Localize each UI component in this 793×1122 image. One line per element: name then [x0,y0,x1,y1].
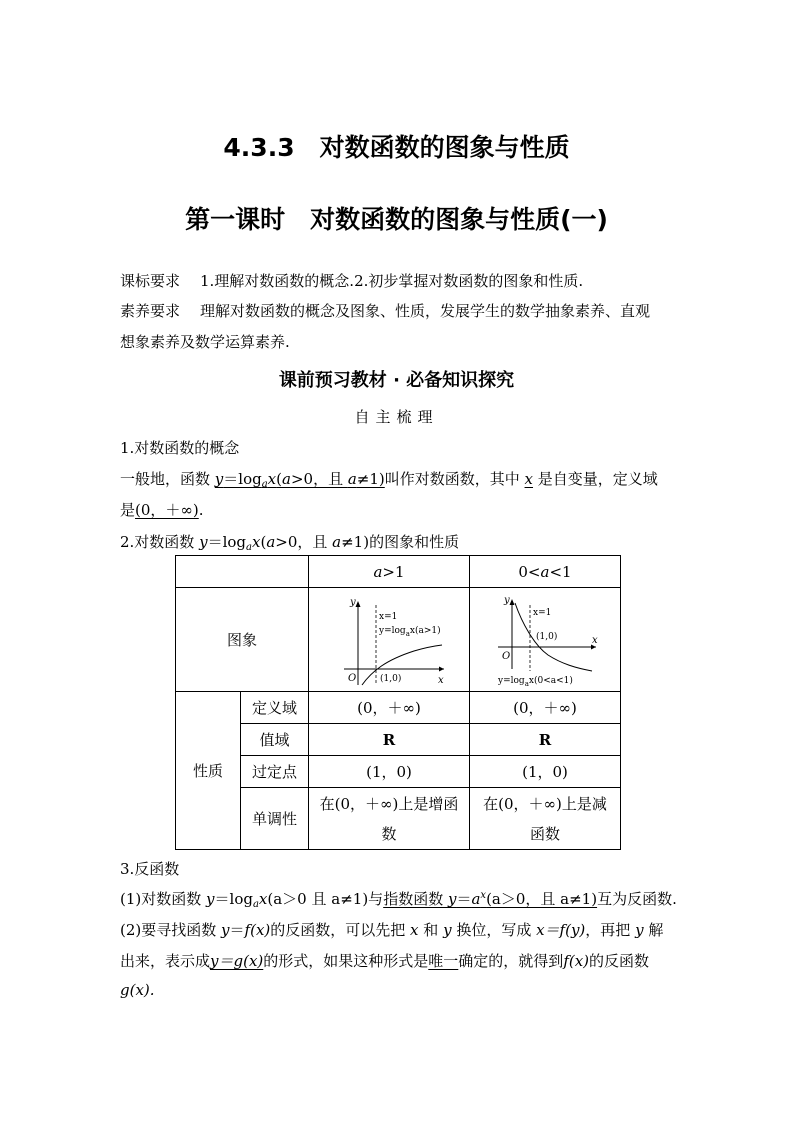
text: ( [260,533,267,551]
text: (a＞0，且 a≠1) [486,890,598,908]
var-a: a [332,533,342,551]
s3-heading: 3.反函数 [120,860,180,878]
text: 一般地，函数 [120,470,215,488]
var-x: x [267,470,277,488]
var-a: a [261,479,268,490]
text: >0，且 [290,470,348,488]
curve-label [497,675,573,687]
lesson-title: 第一课时 对数函数的图象与性质(一) [185,205,608,234]
text: 换位，写成 [451,921,537,939]
text: 和 [418,921,444,939]
text: 的形式，如果这种形式是 [263,952,429,970]
domain-answer: (0，＋∞) [135,501,199,519]
var-x: x [251,533,261,551]
curve-label [378,625,441,638]
row-graph-label: 图象 [176,588,309,692]
var-a: a [347,470,357,488]
var-a: a [252,899,259,910]
s1-heading: 1.对数函数的概念 [120,439,240,457]
s2-heading [120,531,459,553]
var-x: x [480,890,487,901]
y-axis-arrow [356,601,361,607]
var-a: a [266,533,276,551]
text: <1 [549,562,572,581]
text: ＝log [207,533,247,551]
s3-line-4 [120,981,155,999]
independent-variable: x [524,470,534,488]
formula: x＝f(y) [536,921,586,939]
text: 互为反函数. [597,890,677,908]
properties-group-label: 性质 [176,692,241,850]
var-y: y [635,921,644,939]
text: 叫作对数函数，其中 [384,470,525,488]
var-a: a [282,470,291,488]
text: a [405,629,410,638]
text: 指数函数 [383,890,448,908]
text: x(a>1) [409,625,441,636]
row-label-domain: 定义域 [241,692,309,724]
domain-value-1: (0，＋∞) [309,692,470,724]
row-label-monotonicity: 单调性 [241,788,309,850]
properties-table [175,555,621,850]
range-value-2: R [470,724,621,756]
header-a-gt-1 [309,556,470,588]
var-y: y [214,470,224,488]
var-a: a [540,562,550,581]
var-y: y [447,890,457,908]
y-axis-arrow [510,599,515,605]
var-a: a [373,562,383,581]
literacy-label: 素养要求 [120,302,181,320]
literacy-text-1: 理解对数函数的概念及图象、性质，发展学生的数学抽象素养、直观 [200,302,651,320]
var-y: y [443,921,452,939]
row-label-fixed-point: 过定点 [241,756,309,788]
var-x: x [258,890,268,908]
text: 是自变量，定义域 [533,470,658,488]
section-subtitle: 自主梳理 [354,408,439,426]
curriculum-label: 课标要求 [120,272,181,290]
text: a [524,679,529,687]
text: 的反函数，可以先把 [270,921,411,939]
text: (a＞0 且 a≠1)与 [267,890,384,908]
curriculum-text: 1.理解对数函数的概念.2.初步掌握对数函数的图象和性质. [200,272,584,290]
y-axis-label: y [350,596,356,608]
text: ＝log [223,470,262,488]
x-axis-label: x [438,674,444,686]
var-x: (x) [250,921,271,939]
text: ＝ [229,921,245,939]
s1-line-2 [120,499,204,520]
range-value-1: R [309,724,470,756]
literacy-requirement [120,300,650,321]
s3-line-3 [120,950,649,971]
text: 的反函数 [589,952,650,970]
var-y: y [199,533,208,551]
text: >1 [382,562,405,581]
y-axis-label: y [504,594,510,606]
var-a: a [471,890,481,908]
fixed-point-value-1: (1，0) [309,756,470,788]
origin-label: O [348,672,357,684]
log-function-definition [215,470,385,488]
graph-cell-decreasing [470,588,621,692]
text: 2.对数函数 [120,533,200,551]
row-label-range: 值域 [241,724,309,756]
domain-value-2: (0，＋∞) [470,692,621,724]
s3-line-2 [120,919,663,940]
formula: g(x). [120,981,155,999]
inverse-answer [383,890,597,908]
table-corner [176,556,309,588]
header-a-lt-1 [470,556,621,588]
var-y: y [221,921,230,939]
x-axis-arrow [439,666,444,671]
section-title: 课前预习教材 · 必备知识探究 [278,370,515,391]
graph-increasing [324,593,454,687]
s3-line-1 [120,888,677,910]
text: ≠1) [356,470,385,488]
text: . [198,501,204,519]
origin-label: O [502,650,511,662]
text: >0，且 [275,533,333,551]
text: 解 [643,921,664,939]
var-y: y [206,890,215,908]
text: x(0<a<1) [528,675,573,686]
x-axis-label: x [592,634,598,646]
curriculum-requirement [120,270,583,291]
text: y=log [379,625,406,636]
text: ，再把 [585,921,636,939]
text: ≠1)的图象和性质 [341,533,460,551]
text: 0< [518,562,541,581]
graph-cell-increasing [309,588,470,692]
formula: f(x) [563,952,590,970]
form-answer: y＝g(x) [210,952,264,970]
var-x: x [410,921,419,939]
text: ＝log [214,890,253,908]
text: ＝ [456,890,472,908]
fixed-point-value-2: (1，0) [470,756,621,788]
s1-line-1 [120,468,658,490]
text: (1)对数函数 [120,890,207,908]
monotonicity-value-1: 在(0，＋∞)上是增函数 [309,788,470,850]
point-label: (1,0) [536,631,558,642]
var-f: f [244,921,251,939]
text: 出来，表示成 [120,952,211,970]
text: ( [276,470,282,488]
graph-decreasing [480,593,610,687]
log-curve [362,645,442,685]
unique-answer: 唯一 [428,952,459,970]
page-title: 4.3.3 对数函数的图象与性质 [223,133,570,162]
monotonicity-value-2: 在(0，＋∞)上是减函数 [470,788,621,850]
var-a: a [246,542,252,553]
text: (2)要寻找函数 [120,921,222,939]
literacy-text-2: 想象素养及数学运算素养. [120,333,290,351]
line-label: x=1 [379,611,398,622]
line-label: x=1 [533,607,552,618]
text: y=log [498,675,525,686]
text: 是 [120,501,136,519]
point-label: (1,0) [380,673,402,684]
text: 确定的，就得到 [458,952,564,970]
